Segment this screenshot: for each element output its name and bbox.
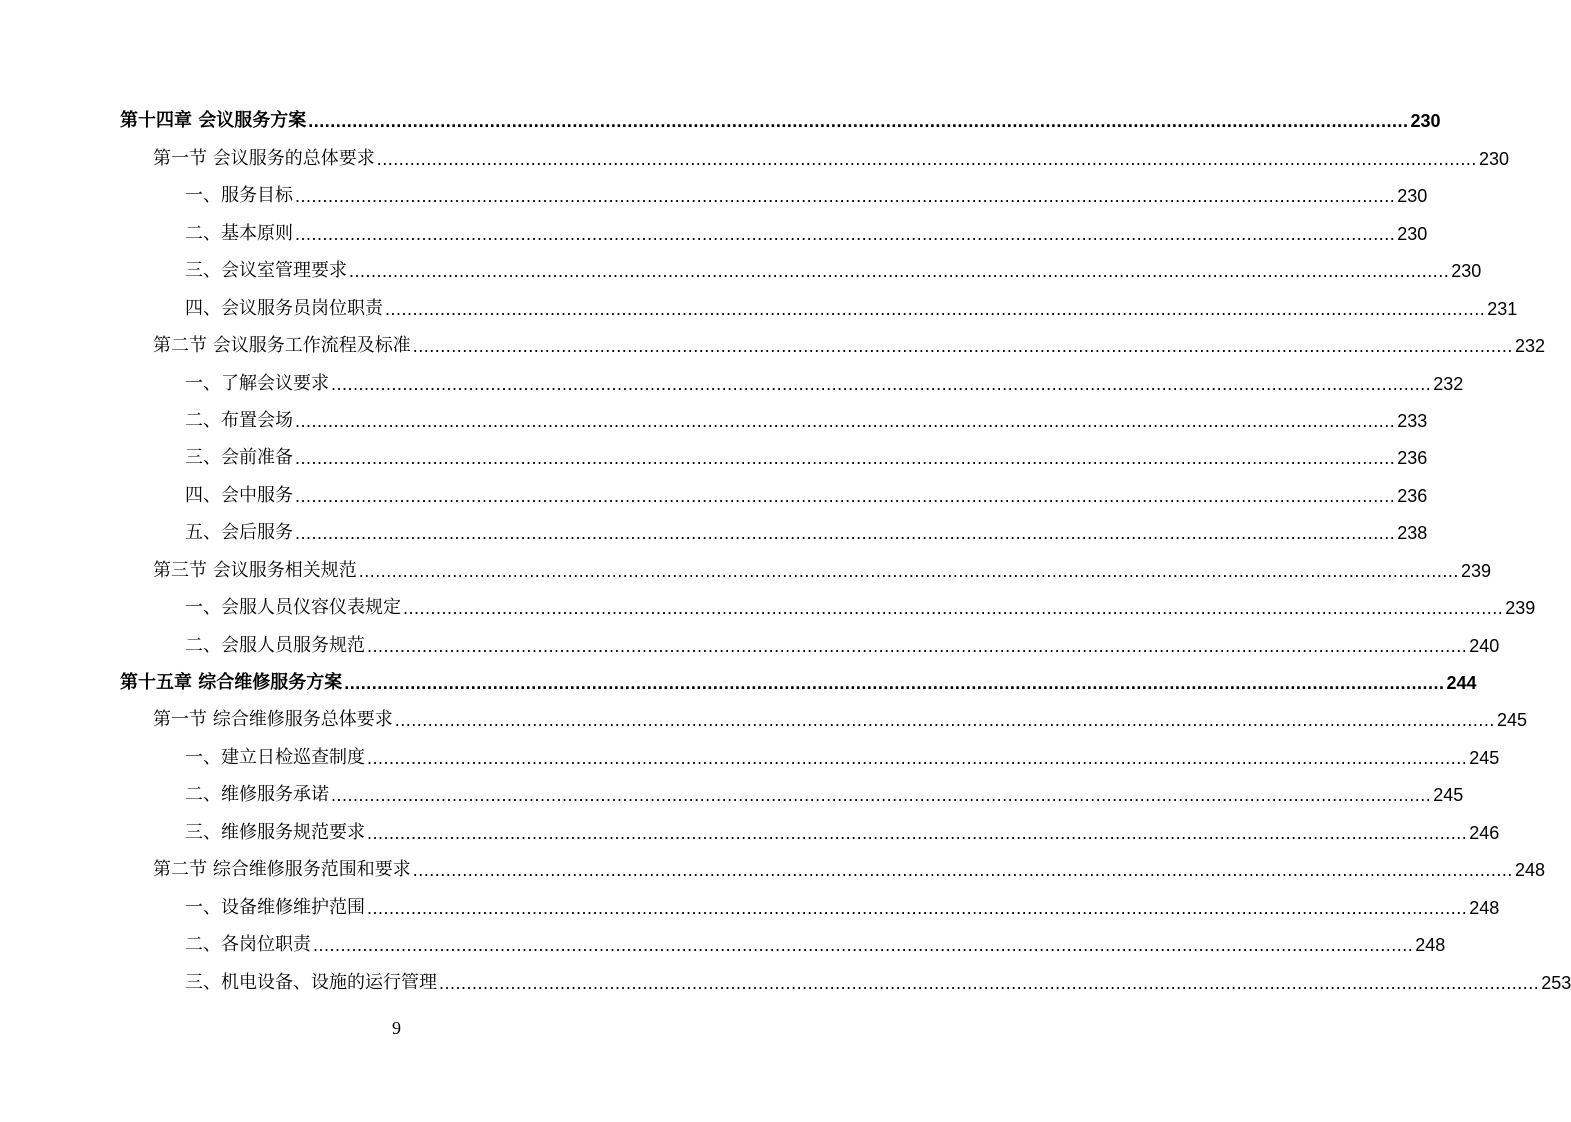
- dot-leader: ........................................................................................................................................................................................................: [412, 336, 1513, 357]
- toc-subsection-entry[interactable]: [0, 176, 1428, 213]
- toc-entry-title: 三、维修服务规范要求: [185, 821, 365, 843]
- toc-entry-title: 四、会议服务员岗位职责: [185, 297, 383, 319]
- toc-chapter-entry[interactable]: [0, 663, 1477, 700]
- dot-leader: ........................................................................................................................................................................................................: [367, 897, 1468, 918]
- toc-subsection-entry[interactable]: [0, 737, 1500, 774]
- toc-subsection-entry[interactable]: [0, 475, 1428, 512]
- toc-entry-page: 245: [1496, 710, 1527, 731]
- toc-entry-title: 二、基本原则: [185, 222, 293, 244]
- toc-entry-page: 236: [1397, 448, 1428, 469]
- dot-leader: ........................................................................................................................................................................................................: [295, 223, 1396, 244]
- dot-leader: ........................................................................................................................................................................................................: [367, 747, 1468, 768]
- toc-subsection-entry[interactable]: [0, 401, 1428, 438]
- toc-entry-title: 第二节 综合维修服务范围和要求: [153, 859, 411, 881]
- toc-subsection-entry[interactable]: [0, 251, 1482, 288]
- toc-entry-title: 第一节 会议服务的总体要求: [153, 147, 375, 169]
- toc-entry-page: 233: [1397, 410, 1428, 431]
- toc-entry-title: 一、了解会议要求: [185, 372, 329, 394]
- toc-entry-title: 二、维修服务承诺: [185, 784, 329, 806]
- dot-leader: ........................................................................................................................................................................................................: [295, 448, 1396, 469]
- toc-entry-title: 一、服务目标: [185, 185, 293, 207]
- toc-entry-title: 五、会后服务: [185, 522, 293, 544]
- toc-entry-page: 230: [1397, 223, 1428, 244]
- dot-leader: ........................................................................................................................................................................................................: [308, 111, 1409, 132]
- toc-section-entry[interactable]: [0, 700, 1527, 737]
- dot-leader: ........................................................................................................................................................................................................: [367, 822, 1468, 843]
- toc-subsection-entry[interactable]: [0, 812, 1500, 849]
- toc-subsection-entry[interactable]: [0, 438, 1428, 475]
- toc-entry-page: 232: [1433, 373, 1464, 394]
- toc-entry-title: 二、各岗位职责: [185, 934, 311, 956]
- dot-leader: ........................................................................................................................................................................................................: [344, 673, 1445, 693]
- toc-section-entry[interactable]: [0, 850, 1545, 887]
- dot-leader: ........................................................................................................................................................................................................: [412, 860, 1513, 881]
- toc-subsection-entry[interactable]: [0, 288, 1518, 325]
- toc-entry-page: 248: [1469, 897, 1500, 918]
- toc-entry-title: 第一节 综合维修服务总体要求: [153, 709, 393, 731]
- toc-subsection-entry[interactable]: [0, 775, 1464, 812]
- toc-entry-page: 236: [1397, 485, 1428, 506]
- toc-entry-page: 246: [1469, 822, 1500, 843]
- toc-entry-title: 三、会前准备: [185, 447, 293, 469]
- toc-entry-page: 240: [1469, 635, 1500, 656]
- toc-subsection-entry[interactable]: [0, 588, 1536, 625]
- toc-subsection-entry[interactable]: [0, 962, 1571, 999]
- dot-leader: ........................................................................................................................................................................................................: [295, 523, 1396, 544]
- toc-section-entry[interactable]: [0, 326, 1545, 363]
- toc-entry-title: 三、会议室管理要求: [185, 260, 347, 282]
- toc-entry-title: 第十五章 综合维修服务方案: [120, 672, 343, 693]
- toc-section-entry[interactable]: [0, 138, 1509, 175]
- toc-subsection-entry[interactable]: [0, 887, 1500, 924]
- toc-entry-page: 244: [1446, 673, 1477, 693]
- dot-leader: ........................................................................................................................................................................................................: [358, 560, 1459, 581]
- toc-entry-page: 253: [1541, 972, 1571, 993]
- toc-section-entry[interactable]: [0, 550, 1491, 587]
- dot-leader: ........................................................................................................................................................................................................: [349, 261, 1450, 282]
- toc-entry-title: 三、机电设备、设施的运行管理: [185, 971, 437, 993]
- dot-leader: ........................................................................................................................................................................................................: [295, 186, 1396, 207]
- toc-entry-title: 二、布置会场: [185, 409, 293, 431]
- dot-leader: ........................................................................................................................................................................................................: [295, 410, 1396, 431]
- dot-leader: ........................................................................................................................................................................................................: [376, 148, 1477, 169]
- toc-entry-title: 一、建立日检巡查制度: [185, 746, 365, 768]
- toc-entry-page: 248: [1514, 860, 1545, 881]
- toc-subsection-entry[interactable]: [0, 513, 1428, 550]
- toc-entry-page: 232: [1514, 336, 1545, 357]
- toc-entry-title: 第十四章 会议服务方案: [120, 110, 307, 132]
- toc-entry-page: 245: [1433, 785, 1464, 806]
- toc-entry-page: 239: [1505, 598, 1536, 619]
- toc-subsection-entry[interactable]: [0, 925, 1446, 962]
- table-of-contents: [0, 101, 1571, 1000]
- toc-subsection-entry[interactable]: [0, 363, 1464, 400]
- toc-entry-page: 230: [1451, 261, 1482, 282]
- dot-leader: ........................................................................................................................................................................................................: [439, 972, 1540, 993]
- dot-leader: ........................................................................................................................................................................................................: [331, 373, 1432, 394]
- dot-leader: ........................................................................................................................................................................................................: [331, 785, 1432, 806]
- toc-entry-page: 248: [1415, 935, 1446, 956]
- toc-subsection-entry[interactable]: [0, 213, 1428, 250]
- toc-entry-title: 第三节 会议服务相关规范: [153, 559, 357, 581]
- dot-leader: ........................................................................................................................................................................................................: [313, 935, 1414, 956]
- dot-leader: ........................................................................................................................................................................................................: [367, 635, 1468, 656]
- toc-entry-page: 239: [1460, 560, 1491, 581]
- dot-leader: ........................................................................................................................................................................................................: [394, 710, 1495, 731]
- toc-entry-title: 二、会服人员服务规范: [185, 634, 365, 656]
- toc-entry-title: 第二节 会议服务工作流程及标准: [153, 335, 411, 357]
- toc-entry-page: 230: [1397, 186, 1428, 207]
- page-number: 9: [392, 1018, 401, 1038]
- dot-leader: ........................................................................................................................................................................................................: [385, 298, 1486, 319]
- dot-leader: ........................................................................................................................................................................................................: [295, 485, 1396, 506]
- toc-entry-title: 一、会服人员仪容仪表规定: [185, 597, 401, 619]
- toc-entry-title: 一、设备维修维护范围: [185, 896, 365, 918]
- toc-entry-title: 四、会中服务: [185, 484, 293, 506]
- toc-entry-page: 230: [1410, 111, 1441, 132]
- toc-chapter-entry[interactable]: [0, 101, 1441, 138]
- toc-subsection-entry[interactable]: [0, 625, 1500, 662]
- toc-entry-page: 245: [1469, 747, 1500, 768]
- toc-entry-page: 230: [1478, 148, 1509, 169]
- toc-entry-page: 231: [1487, 298, 1518, 319]
- toc-entry-page: 238: [1397, 523, 1428, 544]
- dot-leader: ........................................................................................................................................................................................................: [403, 598, 1504, 619]
